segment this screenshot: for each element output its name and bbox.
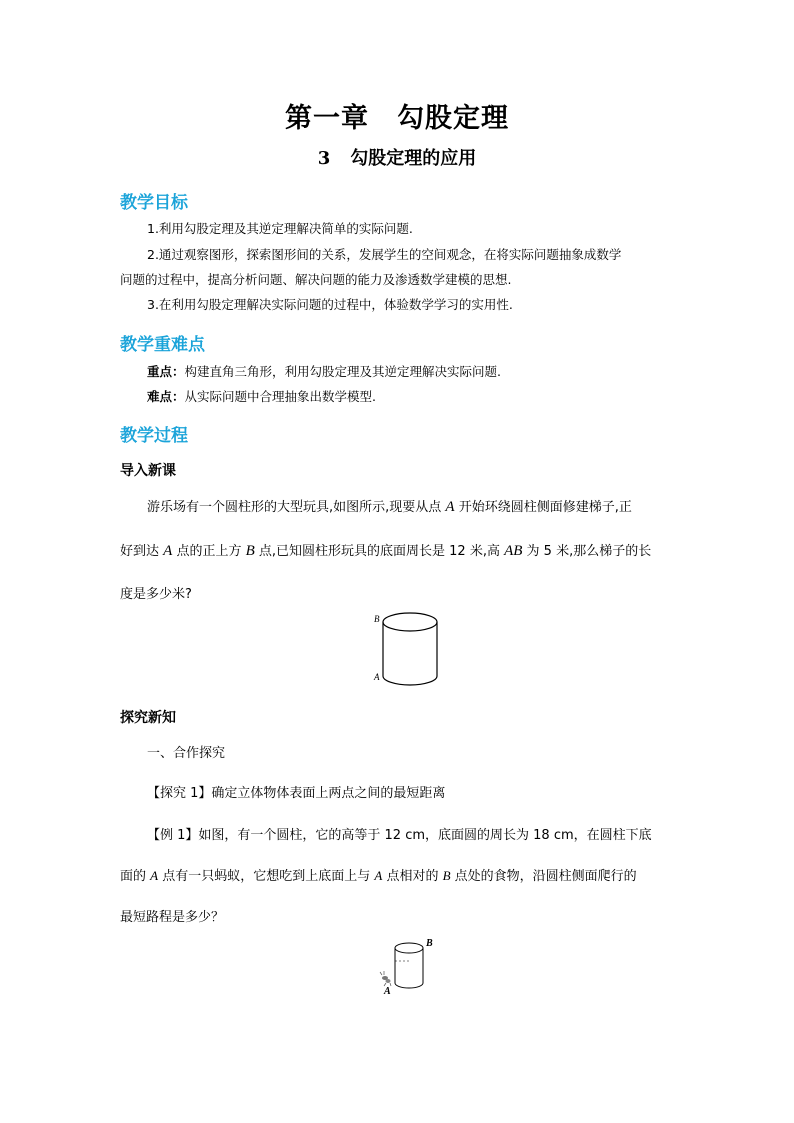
example-1-line-3: 最短路程是多少？: [120, 910, 225, 925]
text-span: 点的正上方: [172, 544, 246, 559]
lesson-title: 勾股定理的应用: [350, 148, 477, 169]
section-goals: 教学目标: [120, 193, 188, 213]
label-a: A: [384, 986, 391, 997]
explore-part-1: 一、合作探究: [147, 746, 226, 761]
key-text: 构建直角三角形，利用勾股定理及其逆定理解决实际问题.: [184, 364, 501, 379]
cylinder-top-ellipse: [383, 613, 437, 631]
var-a: A: [150, 868, 159, 883]
goal-3: 3.在利用勾股定理解决实际问题的过程中，体验数学学习的实用性.: [147, 297, 513, 312]
goal-1: 1.利用勾股定理及其逆定理解决简单的实际问题.: [147, 221, 413, 236]
intro-line-3: 度是多少米?: [120, 587, 192, 602]
cylinder-top-ellipse: [395, 943, 423, 953]
var-a: A: [163, 543, 173, 559]
intro-line-2: [120, 540, 651, 560]
text-span: 面的: [120, 869, 151, 884]
cylinder-figure-1: [370, 608, 450, 690]
text-span: 点处的食物，沿圆柱侧面爬行的: [450, 869, 637, 884]
text-span: 游乐场有一个圆柱形的大型玩具,如图所示,现要从点: [147, 500, 446, 515]
difficult-text: 从实际问题中合理抽象出数学模型.: [184, 389, 376, 404]
key-point: [147, 362, 501, 380]
text-span: 点有一只蚂蚁，它想吃到上底面上与: [158, 869, 375, 884]
var-b: B: [245, 543, 255, 559]
difficult-point: [147, 387, 376, 405]
cylinder-figure-2: [376, 936, 440, 998]
ant-icon: [380, 971, 391, 986]
example-1-line-2: [120, 865, 637, 884]
text-span: 好到达: [120, 544, 164, 559]
var-ab: AB: [504, 543, 523, 559]
label-a: A: [374, 672, 380, 682]
difficult-label: 难点：: [147, 389, 185, 404]
var-a: A: [374, 868, 383, 883]
goal-2-cont: 问题的过程中，提高分析问题、解决问题的能力及渗透数学建模的思想.: [120, 272, 512, 287]
var-b: B: [442, 868, 451, 883]
section-process: 教学过程: [120, 426, 188, 446]
example-1-line-1: 【例 1】如图，有一个圆柱，它的高等于 12 cm，底面圆的周长为 18 cm，在圆柱下底: [147, 828, 652, 843]
probe-1: 【探究 1】确定立体物体表面上两点之间的最短距离: [147, 786, 446, 801]
goal-2: 2.通过观察图形，探索图形间的关系，发展学生的空间观念，在将实际问题抽象成数学: [147, 247, 622, 262]
intro-heading: 导入新课: [120, 463, 176, 479]
label-b: B: [374, 614, 380, 624]
cylinder-bottom-arc: [395, 983, 423, 988]
explore-heading: 探究新知: [120, 710, 176, 726]
text-span: 开始环绕圆柱侧面修建梯子,正: [454, 500, 632, 515]
text-span: 点相对的: [382, 869, 443, 884]
var-a: A: [445, 499, 455, 515]
text-span: 为 5 米,那么梯子的长: [522, 544, 652, 559]
key-label: 重点：: [147, 364, 185, 379]
section-keypoints: 教学重难点: [120, 335, 205, 355]
cylinder-bottom-arc: [383, 676, 437, 685]
lesson-number: 3: [317, 148, 331, 169]
label-b: B: [426, 938, 433, 949]
lesson-subtitle: [0, 144, 794, 170]
chapter-title: 第一章 勾股定理: [285, 103, 509, 134]
intro-line-1: [147, 496, 632, 516]
text-span: 点,已知圆柱形玩具的底面周长是 12 米,高: [254, 544, 505, 559]
